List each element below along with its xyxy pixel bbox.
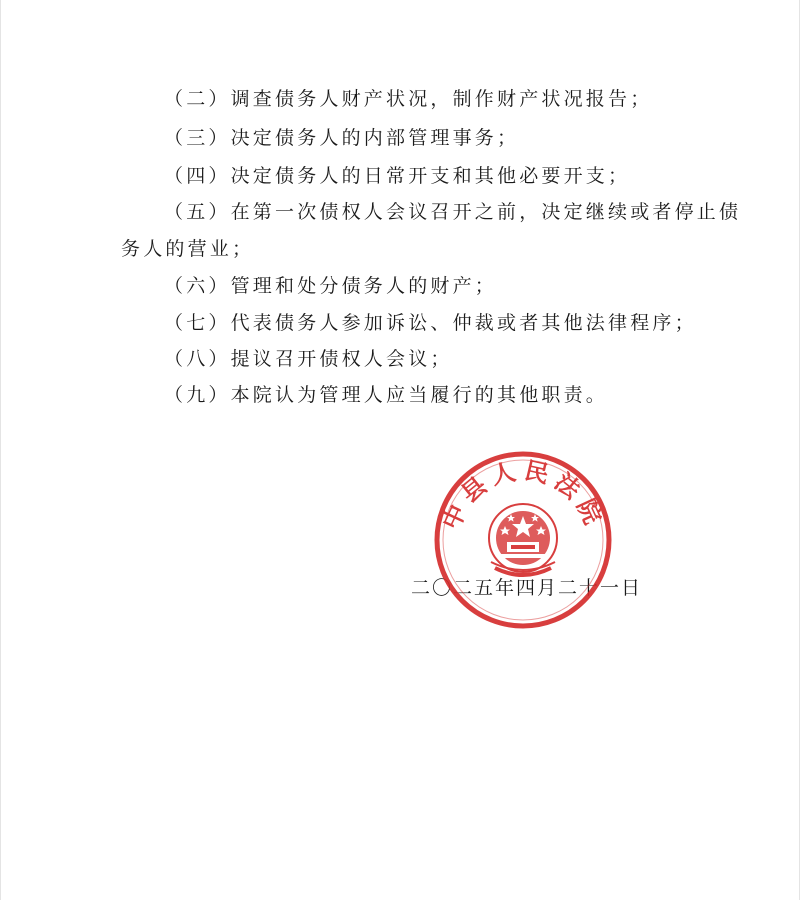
seal-text: 中县人民法院	[435, 455, 611, 534]
duty-item-5-continued: 务人的营业；	[121, 238, 255, 260]
court-seal-graphic	[433, 450, 613, 630]
duty-item-2: （二）调查债务人财产状况，制作财产状况报告；	[164, 88, 653, 110]
duty-item-7: （七）代表债务人参加诉讼、仲裁或者其他法律程序；	[164, 312, 697, 334]
national-emblem-icon	[489, 504, 557, 575]
duty-item-3: （三）决定债务人的内部管理事务；	[164, 127, 520, 149]
court-seal	[433, 450, 613, 630]
duty-item-6: （六）管理和处分债务人的财产；	[164, 275, 498, 297]
duty-item-4: （四）决定债务人的日常开支和其他必要开支；	[164, 165, 631, 187]
document-date: 二〇二五年四月二十一日	[411, 577, 643, 599]
duty-item-9: （九）本院认为管理人应当履行的其他职责。	[164, 384, 609, 406]
duty-item-8: （八）提议召开债权人会议；	[164, 348, 453, 370]
duty-item-5: （五）在第一次债权人会议召开之前，决定继续或者停止债	[164, 201, 742, 223]
